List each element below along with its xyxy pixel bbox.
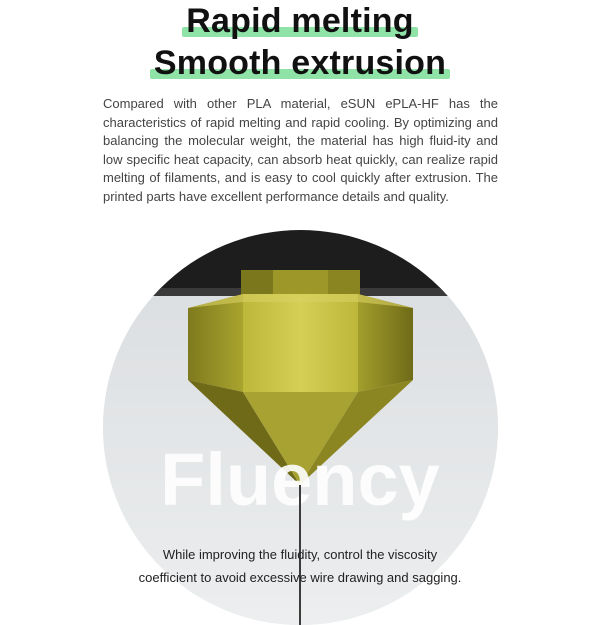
headline-text-2: Smooth extrusion xyxy=(153,44,447,82)
hex-left-face xyxy=(188,294,243,392)
nozzle-illustration xyxy=(103,230,498,625)
headline-line-1 xyxy=(0,2,600,41)
hex-center-face xyxy=(243,294,358,392)
fluency-watermark: Fluency xyxy=(160,438,440,521)
caption-line-2: coefficient to avoid excessive wire drawing and sagging. xyxy=(138,570,462,585)
headline-line-2 xyxy=(0,44,600,83)
hex-right-face xyxy=(358,294,413,392)
headline-text-1: Rapid melting xyxy=(186,2,414,40)
nozzle-scene xyxy=(103,230,498,625)
description-paragraph: Compared with other PLA material, eSUN ePLA-HF has the characteristics of rapid melting and rapid cooling. By optimizing and balancing the molecular weight, the material has high fluid-ity and low specific heat capacity, can absorb heat quickly, can realize rapid melting of filaments, and is easy to cool quickly after extrusion. The printed parts have excellent performance details and quality. xyxy=(103,96,498,204)
caption-line-1: While improving the fluidity, control the viscosity xyxy=(162,547,438,562)
